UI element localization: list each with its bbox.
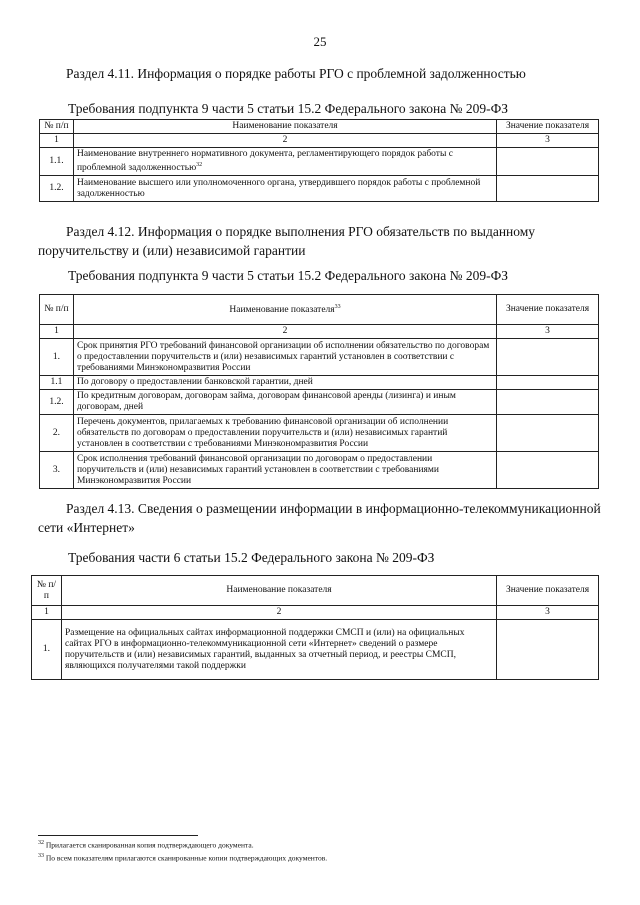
- table-row: [40, 452, 599, 489]
- row-value[interactable]: [497, 415, 599, 452]
- footnote-33: $^{33}$ По всем показателям прилагаются сканированные копии подтверждающих документов.: [38, 852, 328, 862]
- row-number: 2.: [40, 415, 74, 452]
- header-name: Наименование показателя$^{33}$: [73, 295, 496, 325]
- table-row: [40, 376, 599, 390]
- footnotes: [38, 838, 327, 863]
- header-name: Наименование показателя: [61, 576, 496, 606]
- header-number: № п/п: [40, 120, 74, 134]
- table-row: [40, 415, 599, 452]
- col-number-2: 2: [73, 134, 496, 148]
- row-name: Размещение на официальных сайтах информационной поддержки СМСП и (или) на официальных сайтах РГО в информационно-телекоммуникационной сети «Интернет» сведений о размере поручительств и (или) независимых гарантий, выданных за отчетный период, и реестры СМСП, являющихся получателями такой поддержки: [61, 620, 496, 680]
- row-name: Наименование высшего или уполномоченного органа, утвердившего порядок работы с проблемной задолженностью: [73, 176, 496, 202]
- row-value[interactable]: [497, 176, 599, 202]
- header-number: № п/п: [32, 576, 62, 606]
- col-number-1: 1: [40, 134, 74, 148]
- header-number: № п/п: [40, 295, 74, 325]
- section-4-13-requirement: Требования части 6 статьи 15.2 Федерального закона № 209-ФЗ: [68, 550, 435, 565]
- section-4-11-requirement: Требования подпункта 9 части 5 статьи 15.2 Федерального закона № 209-ФЗ: [68, 101, 509, 116]
- section-4-12-title: Раздел 4.12. Информация о порядке выполнения РГО обязательств по выданному поручительству и (или) независимой гарантии: [38, 224, 536, 258]
- row-value[interactable]: [497, 390, 599, 415]
- section-4-13-title: Раздел 4.13. Сведения о размещении информации в информационно-телекоммуникационной сети «Интернет»: [38, 501, 601, 535]
- row-name: По кредитным договорам, договорам займа, договорам финансовой аренды (лизинга) и иным договорам, дней: [73, 390, 496, 415]
- table-4-12: [39, 294, 599, 489]
- footnote-divider: [38, 835, 198, 836]
- row-value[interactable]: [497, 452, 599, 489]
- row-number: 1.2.: [40, 176, 74, 202]
- row-value[interactable]: [497, 148, 599, 176]
- row-value[interactable]: [497, 339, 599, 376]
- col-number-3: 3: [497, 325, 599, 339]
- section-4-11-title: Раздел 4.11. Информация о порядке работы РГО с проблемной задолженностью: [66, 66, 526, 81]
- table-row: [40, 390, 599, 415]
- table-4-13: [31, 575, 599, 680]
- row-number: 1.: [32, 620, 62, 680]
- header-value: Значение показателя: [497, 576, 599, 606]
- header-name: Наименование показателя: [73, 120, 496, 134]
- col-number-1: 1: [32, 606, 62, 620]
- col-number-1: 1: [40, 325, 74, 339]
- row-name: Срок принятия РГО требований финансовой организации об исполнении обязательство по договорам о предоставлении поручительств и (или) независимых гарантий установлен в соответствии с требованиями Минэкономразвития России: [73, 339, 496, 376]
- table-row: [32, 620, 599, 680]
- row-number: 1.1.: [40, 148, 74, 176]
- page-number: 25: [313, 34, 327, 49]
- header-value: Значение показателя: [497, 120, 599, 134]
- row-name: По договору о предоставлении банковской гарантии, дней: [73, 376, 496, 390]
- footnote-32: $^{32}$ Прилагается сканированная копия подтверждающего документа.: [38, 840, 254, 850]
- col-number-2: 2: [73, 325, 496, 339]
- col-number-2: 2: [61, 606, 496, 620]
- row-name: Перечень документов, прилагаемых к требованию финансовой организации об исполнении обязательств по договорам о предоставлении поручительств и (или) независимых гарантий установлен в соответствии с требованиями Минэкономразвития России: [73, 415, 496, 452]
- table-4-11: [39, 119, 599, 202]
- row-name: Срок исполнения требований финансовой организации по договорам о предоставлении поручительств и (или) независимых гарантий установлен в соответствии с требованиями Минэкономразвития России: [73, 452, 496, 489]
- row-number: 3.: [40, 452, 74, 489]
- row-value[interactable]: [497, 620, 599, 680]
- row-name: Наименование внутреннего нормативного документа, регламентирующего порядок работы с проблемной задолженностью$^{32}$: [73, 148, 496, 176]
- col-number-3: 3: [497, 134, 599, 148]
- section-4-12-requirement: Требования подпункта 9 части 5 статьи 15.2 Федерального закона № 209-ФЗ: [68, 268, 509, 283]
- row-number: 1.1: [40, 376, 74, 390]
- row-value[interactable]: [497, 376, 599, 390]
- row-number: 1.: [40, 339, 74, 376]
- row-number: 1.2.: [40, 390, 74, 415]
- col-number-3: 3: [497, 606, 599, 620]
- table-row: [40, 176, 599, 202]
- table-row: [40, 148, 599, 176]
- table-row: [40, 339, 599, 376]
- header-value: Значение показателя: [497, 295, 599, 325]
